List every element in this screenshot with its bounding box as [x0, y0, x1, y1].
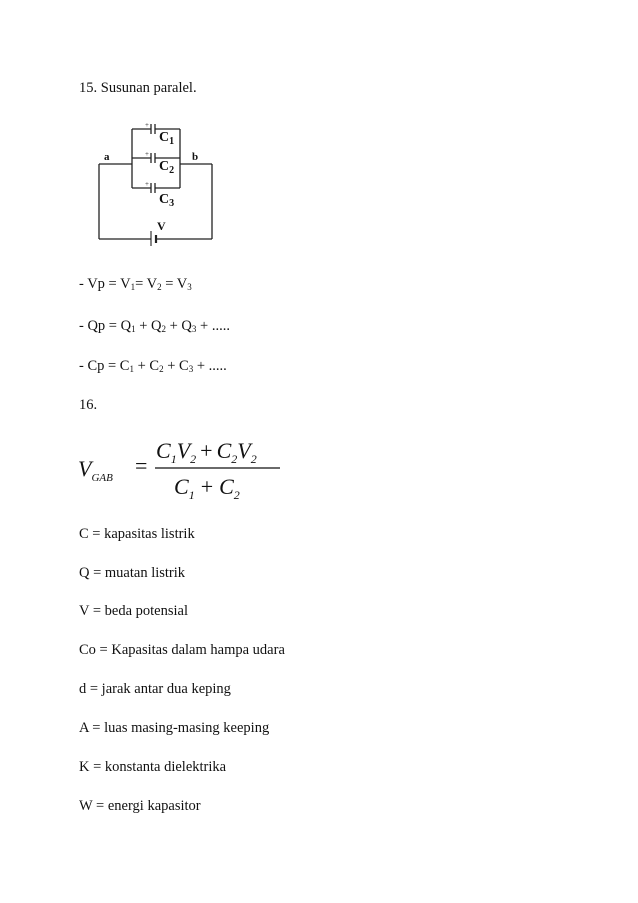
formula-equals: = — [135, 453, 148, 478]
plus-mark-c2: + — [145, 150, 149, 158]
section-15-heading: 15. Susunan paralel. — [79, 80, 197, 96]
definition-item: W = energi kapasitor — [79, 798, 201, 814]
plus-mark-c1: + — [145, 121, 149, 129]
section-16-heading: 16. — [79, 397, 98, 413]
formula-lhs: $V_{GAB}$ — [78, 456, 113, 484]
parallel-capacitance-equation: - $Cp = C_1 + C_2 + C_3$ + ..... — [79, 358, 227, 374]
capacitor-c3-label: $C_3$ — [159, 192, 175, 209]
node-b-label: b — [192, 151, 199, 163]
formula-denominator — [174, 474, 240, 502]
battery-v-label: V — [157, 219, 166, 233]
definition-item: A = luas masing-masing keeping — [79, 720, 270, 736]
definition-item: d = jarak antar dua keping — [79, 681, 231, 697]
definition-item: C = kapasitas listrik — [79, 526, 195, 542]
formula-numerator — [156, 438, 257, 466]
vgab-formula — [78, 432, 288, 506]
definition-item: Co = Kapasitas dalam hampa udara — [79, 642, 285, 658]
parallel-voltage-equation: - $Vp = V_1= V_2 = V_3$ — [79, 276, 192, 292]
parallel-charge-equation: - $Qp = Q_1 + Q_2 + Q_3$ + ..... — [79, 318, 230, 334]
definition-item: K = konstanta dielektrika — [79, 759, 227, 775]
denominator-text: $C_1 + C_2$ — [174, 474, 240, 502]
numerator-text: $C_1V_2 + C_2V_2$ — [156, 438, 257, 466]
definition-item: Q = muatan listrik — [79, 565, 186, 581]
node-a-label: a — [104, 151, 110, 163]
plus-mark-c3: + — [145, 180, 149, 188]
parallel-circuit-diagram — [94, 118, 220, 246]
capacitor-c2-label: $C_2$ — [159, 159, 175, 176]
capacitor-c1-label: $C_1$ — [159, 130, 175, 147]
definition-item: V = beda potensial — [79, 603, 188, 619]
